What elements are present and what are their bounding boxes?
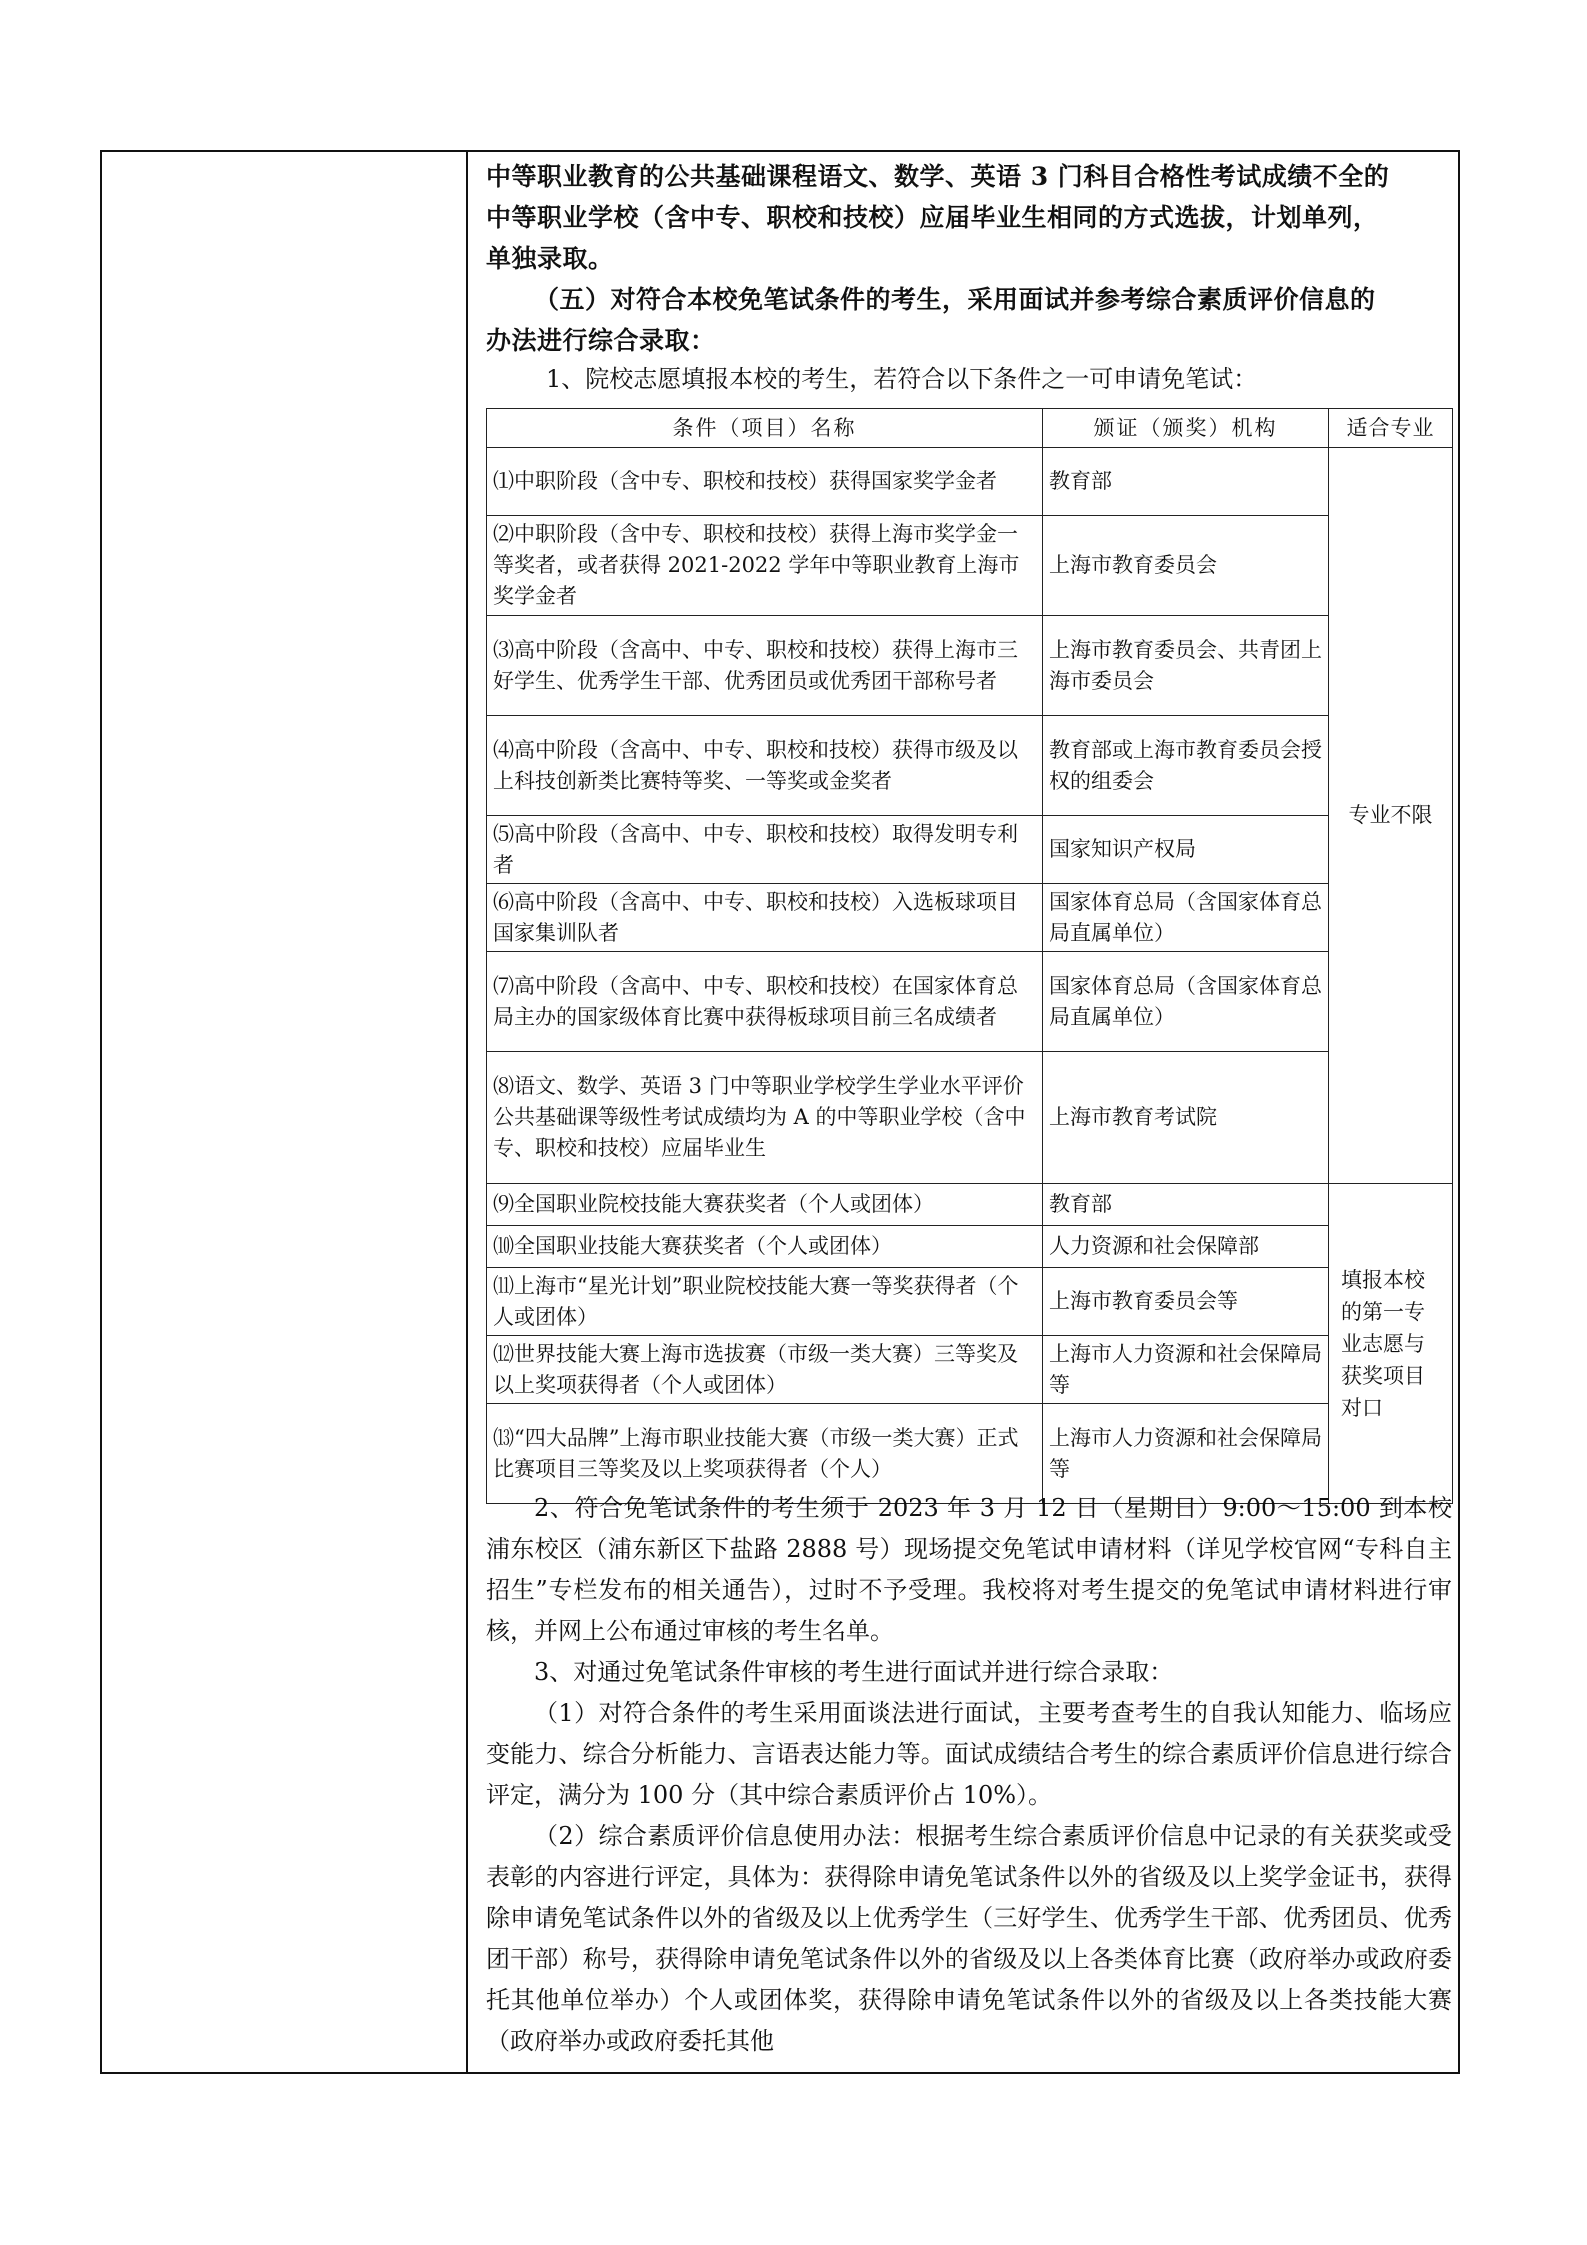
major-group-1: 专业不限 <box>1329 448 1453 1184</box>
condition-org: 国家知识产权局 <box>1043 816 1329 884</box>
header-organization: 颁证（颁奖）机构 <box>1043 409 1329 448</box>
table-row <box>487 884 1453 952</box>
intro-line-3: 单独录取。 <box>486 244 614 273</box>
item1-intro: 1、院校志愿填报本校的考生，若符合以下条件之一可申请免笔试： <box>546 365 1258 393</box>
table-row <box>487 1184 1453 1226</box>
upper-content <box>486 156 1452 397</box>
table-row <box>487 816 1453 884</box>
table-row <box>487 1268 1453 1336</box>
lower-content <box>486 1488 1452 2062</box>
item3-2-paragraph: （2）综合素质评价信息使用办法：根据考生综合素质评价信息中记录的有关获奖或受表彰的内容进行评定，具体为：获得除申请免笔试条件以外的省级及以上奖学金证书，获得除申请免笔试条件以外的省级及以上优秀学生（三好学生、优秀学生干部、优秀团员、优秀团干部）称号，获得除申请免笔试条件以外的省级及以上各类体育比赛（政府举办或政府委托其他单位举办）个人或团体奖，获得除申请免笔试条件以外的省级及以上各类技能大赛（政府举办或政府委托其他 <box>486 1822 1452 2055</box>
condition-name: ⑹高中阶段（含高中、中专、职校和技校）入选板球项目国家集训队者 <box>487 884 1043 952</box>
condition-org: 上海市人力资源和社会保障局等 <box>1043 1404 1329 1504</box>
condition-org: 国家体育总局（含国家体育总局直属单位） <box>1043 884 1329 952</box>
condition-name: ⑻语文、数学、英语 3 门中等职业学校学生学业水平评价公共基础课等级性考试成绩均为 A 的中等职业学校（含中专、职校和技校）应届毕业生 <box>487 1052 1043 1184</box>
table-row <box>487 1052 1453 1184</box>
table-row <box>487 1226 1453 1268</box>
item3-1-paragraph: （1）对符合条件的考生采用面谈法进行面试，主要考查考生的自我认知能力、临场应变能力、综合分析能力、言语表达能力等。面试成绩结合考生的综合素质评价信息进行综合评定，满分为 100 分（其中综合素质评价占 10%）。 <box>486 1699 1452 1809</box>
condition-org: 上海市教育委员会 <box>1043 516 1329 616</box>
intro-line-2: 中等职业学校（含中专、职校和技校）应届毕业生相同的方式选拔，计划单列， <box>486 203 1379 232</box>
condition-org: 上海市教育委员会等 <box>1043 1268 1329 1336</box>
condition-name: ⑴中职阶段（含中专、职校和技校）获得国家奖学金者 <box>487 448 1043 516</box>
condition-name: ⑸高中阶段（含高中、中专、职校和技校）取得发明专利者 <box>487 816 1043 884</box>
table-row <box>487 1336 1453 1404</box>
section5-line-2: 办法进行综合录取： <box>486 326 716 355</box>
condition-org: 上海市教育委员会、共青团上海市委员会 <box>1043 616 1329 716</box>
condition-org: 上海市教育考试院 <box>1043 1052 1329 1184</box>
column-separator <box>466 150 468 2074</box>
table-header-row <box>487 409 1453 448</box>
major-group-2: 填报本校的第一专业志愿与获奖项目对口 <box>1329 1184 1453 1504</box>
condition-name: ⑷高中阶段（含高中、中专、职校和技校）获得市级及以上科技创新类比赛特等奖、一等奖或金奖者 <box>487 716 1043 816</box>
item3-heading: 3、对通过免笔试条件审核的考生进行面试并进行综合录取： <box>534 1658 1174 1686</box>
condition-name: ⑶高中阶段（含高中、中专、职校和技校）获得上海市三好学生、优秀学生干部、优秀团员或优秀团干部称号者 <box>487 616 1043 716</box>
header-major: 适合专业 <box>1329 409 1453 448</box>
condition-name: ⑺高中阶段（含高中、中专、职校和技校）在国家体育总局主办的国家级体育比赛中获得板球项目前三名成绩者 <box>487 952 1043 1052</box>
condition-org: 教育部 <box>1043 448 1329 516</box>
table-row <box>487 716 1453 816</box>
condition-name: ⑽全国职业技能大赛获奖者（个人或团体） <box>487 1226 1043 1268</box>
condition-name: ⑿世界技能大赛上海市选拔赛（市级一类大赛）三等奖及以上奖项获得者（个人或团体） <box>487 1336 1043 1404</box>
section5-line-1: （五）对符合本校免笔试条件的考生，采用面试并参考综合素质评价信息的 <box>534 285 1376 314</box>
condition-org: 上海市人力资源和社会保障局等 <box>1043 1336 1329 1404</box>
condition-name: ⒀“四大品牌”上海市职业技能大赛（市级一类大赛）正式比赛项目三等奖及以上奖项获得者（个人） <box>487 1404 1043 1504</box>
condition-org: 国家体育总局（含国家体育总局直属单位） <box>1043 952 1329 1052</box>
condition-name: ⑼全国职业院校技能大赛获奖者（个人或团体） <box>487 1184 1043 1226</box>
table-row <box>487 448 1453 516</box>
item2-paragraph: 2、符合免笔试条件的考生须于 2023 年 3 月 12 日（星期日）9:00～15:00 到本校浦东校区（浦东新区下盐路 2888 号）现场提交免笔试申请材料（详见学校官网“专科自主招生”专栏发布的相关通告），过时不予受理。我校将对考生提交的免笔试申请材料进行审核，并网上公布通过审核的考生名单。 <box>486 1494 1452 1645</box>
table-row <box>487 616 1453 716</box>
header-condition: 条件（项目）名称 <box>487 409 1043 448</box>
condition-org: 教育部 <box>1043 1184 1329 1226</box>
table-row <box>487 952 1453 1052</box>
condition-name: ⑵中职阶段（含中专、职校和技校）获得上海市奖学金一等奖者，或者获得 2021-2022 学年中等职业教育上海市奖学金者 <box>487 516 1043 616</box>
intro-line-1: 中等职业教育的公共基础课程语文、数学、英语 3 门科目合格性考试成绩不全的 <box>486 162 1390 191</box>
conditions-table <box>486 408 1453 1504</box>
condition-name: ⑾上海市“星光计划”职业院校技能大赛一等奖获得者（个人或团体） <box>487 1268 1043 1336</box>
condition-org: 教育部或上海市教育委员会授权的组委会 <box>1043 716 1329 816</box>
table-row <box>487 516 1453 616</box>
condition-org: 人力资源和社会保障部 <box>1043 1226 1329 1268</box>
